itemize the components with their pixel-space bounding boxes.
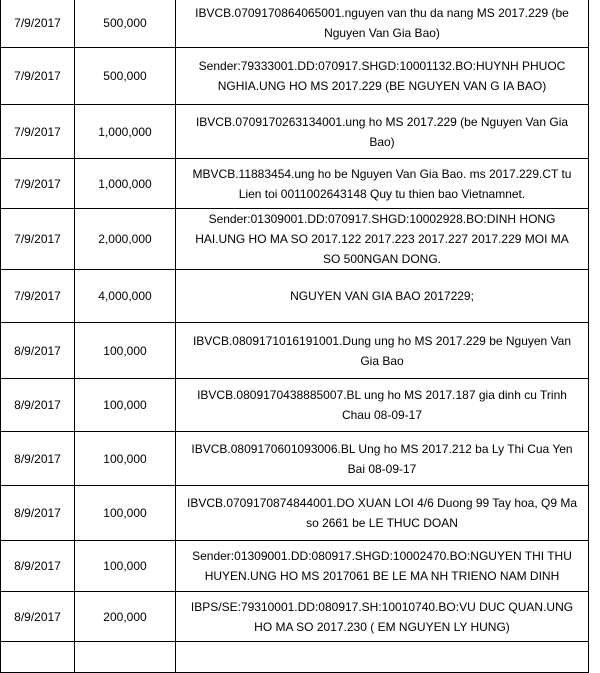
description-cell: IBVCB.0709170874844001.DO XUAN LOI 4/6 Duong 99 Tay hoa, Q9 Ma so 2661 be LE THUC DOAN: [176, 486, 589, 541]
table-row: [1, 159, 589, 209]
amount-cell: 100,000: [75, 323, 176, 379]
date-cell: 7/9/2017: [1, 48, 75, 105]
table-row: [1, 541, 589, 592]
amount-cell: 100,000: [75, 541, 176, 592]
date-cell: 7/9/2017: [1, 0, 75, 48]
date-cell: 8/9/2017: [1, 541, 75, 592]
description-cell: NGUYEN VAN GIA BAO 2017229;: [176, 270, 589, 323]
date-cell: 8/9/2017: [1, 486, 75, 541]
description-cell: Sender:01309001.DD:080917.SHGD:10002470.BO:NGUYEN THI THU HUYEN.UNG HO MS 2017061 BE LE MA NH TRIENO NAM DINH: [176, 541, 589, 592]
date-cell: 8/9/2017: [1, 323, 75, 379]
amount-cell: 1,000,000: [75, 105, 176, 159]
table-row: [1, 270, 589, 323]
amount-cell: 200,000: [75, 592, 176, 642]
table-row: [1, 105, 589, 159]
description-cell: Sender:79333001.DD:070917.SHGD:10001132.BO:HUYNH PHUOC NGHIA.UNG HO MS 2017.229 (BE NGUYEN VAN G IA BAO): [176, 48, 589, 105]
table-row: [1, 486, 589, 541]
date-cell: 8/9/2017: [1, 432, 75, 486]
amount-cell: 100,000: [75, 379, 176, 432]
table-row: [1, 379, 589, 432]
description-cell: Sender:01309001.DD:070917.SHGD:10002928.BO:DINH HONG HAI.UNG HO MA SO 2017.122 2017.223 2017.227 2017.229 MOI MA SO 500NGAN DONG.: [176, 209, 589, 270]
amount-cell: 1,000,000: [75, 159, 176, 209]
description-cell: IBVCB.0709170263134001.ung ho MS 2017.229 (be Nguyen Van Gia Bao): [176, 105, 589, 159]
date-cell: 8/9/2017: [1, 379, 75, 432]
date-cell: 7/9/2017: [1, 209, 75, 270]
amount-cell: 4,000,000: [75, 270, 176, 323]
amount-cell: [75, 642, 176, 673]
amount-cell: 2,000,000: [75, 209, 176, 270]
table-row: [1, 0, 589, 48]
description-cell: IBVCB.0809171016191001.Dung ung ho MS 2017.229 be Nguyen Van Gia Bao: [176, 323, 589, 379]
table-row: [1, 432, 589, 486]
date-cell: 8/9/2017: [1, 592, 75, 642]
date-cell: 7/9/2017: [1, 105, 75, 159]
table-row: [1, 642, 589, 673]
description-cell: MBVCB.11883454.ung ho be Nguyen Van Gia Bao. ms 2017.229.CT tu Lien toi 0011002643148 Quy tu thien bao Vietnamnet.: [176, 159, 589, 209]
amount-cell: 100,000: [75, 432, 176, 486]
description-cell: [176, 642, 589, 673]
table-row: [1, 209, 589, 270]
description-cell: IBPS/SE:79310001.DD:080917.SH:10010740.BO:VU DUC QUAN.UNG HO MA SO 2017.230 ( EM NGUYEN LY HUNG): [176, 592, 589, 642]
table-row: [1, 592, 589, 642]
date-cell: 7/9/2017: [1, 270, 75, 323]
table-row: [1, 48, 589, 105]
table-row: [1, 323, 589, 379]
description-cell: IBVCB.0709170864065001.nguyen van thu da nang MS 2017.229 (be Nguyen Van Gia Bao): [176, 0, 589, 48]
description-cell: IBVCB.0809170601093006.BL Ung ho MS 2017.212 ba Ly Thi Cua Yen Bai 08-09-17: [176, 432, 589, 486]
amount-cell: 500,000: [75, 48, 176, 105]
date-cell: [1, 642, 75, 673]
date-cell: 7/9/2017: [1, 159, 75, 209]
description-cell: IBVCB.0809170438885007.BL ung ho MS 2017.187 gia dinh cu Trinh Chau 08-09-17: [176, 379, 589, 432]
amount-cell: 500,000: [75, 0, 176, 48]
amount-cell: 100,000: [75, 486, 176, 541]
